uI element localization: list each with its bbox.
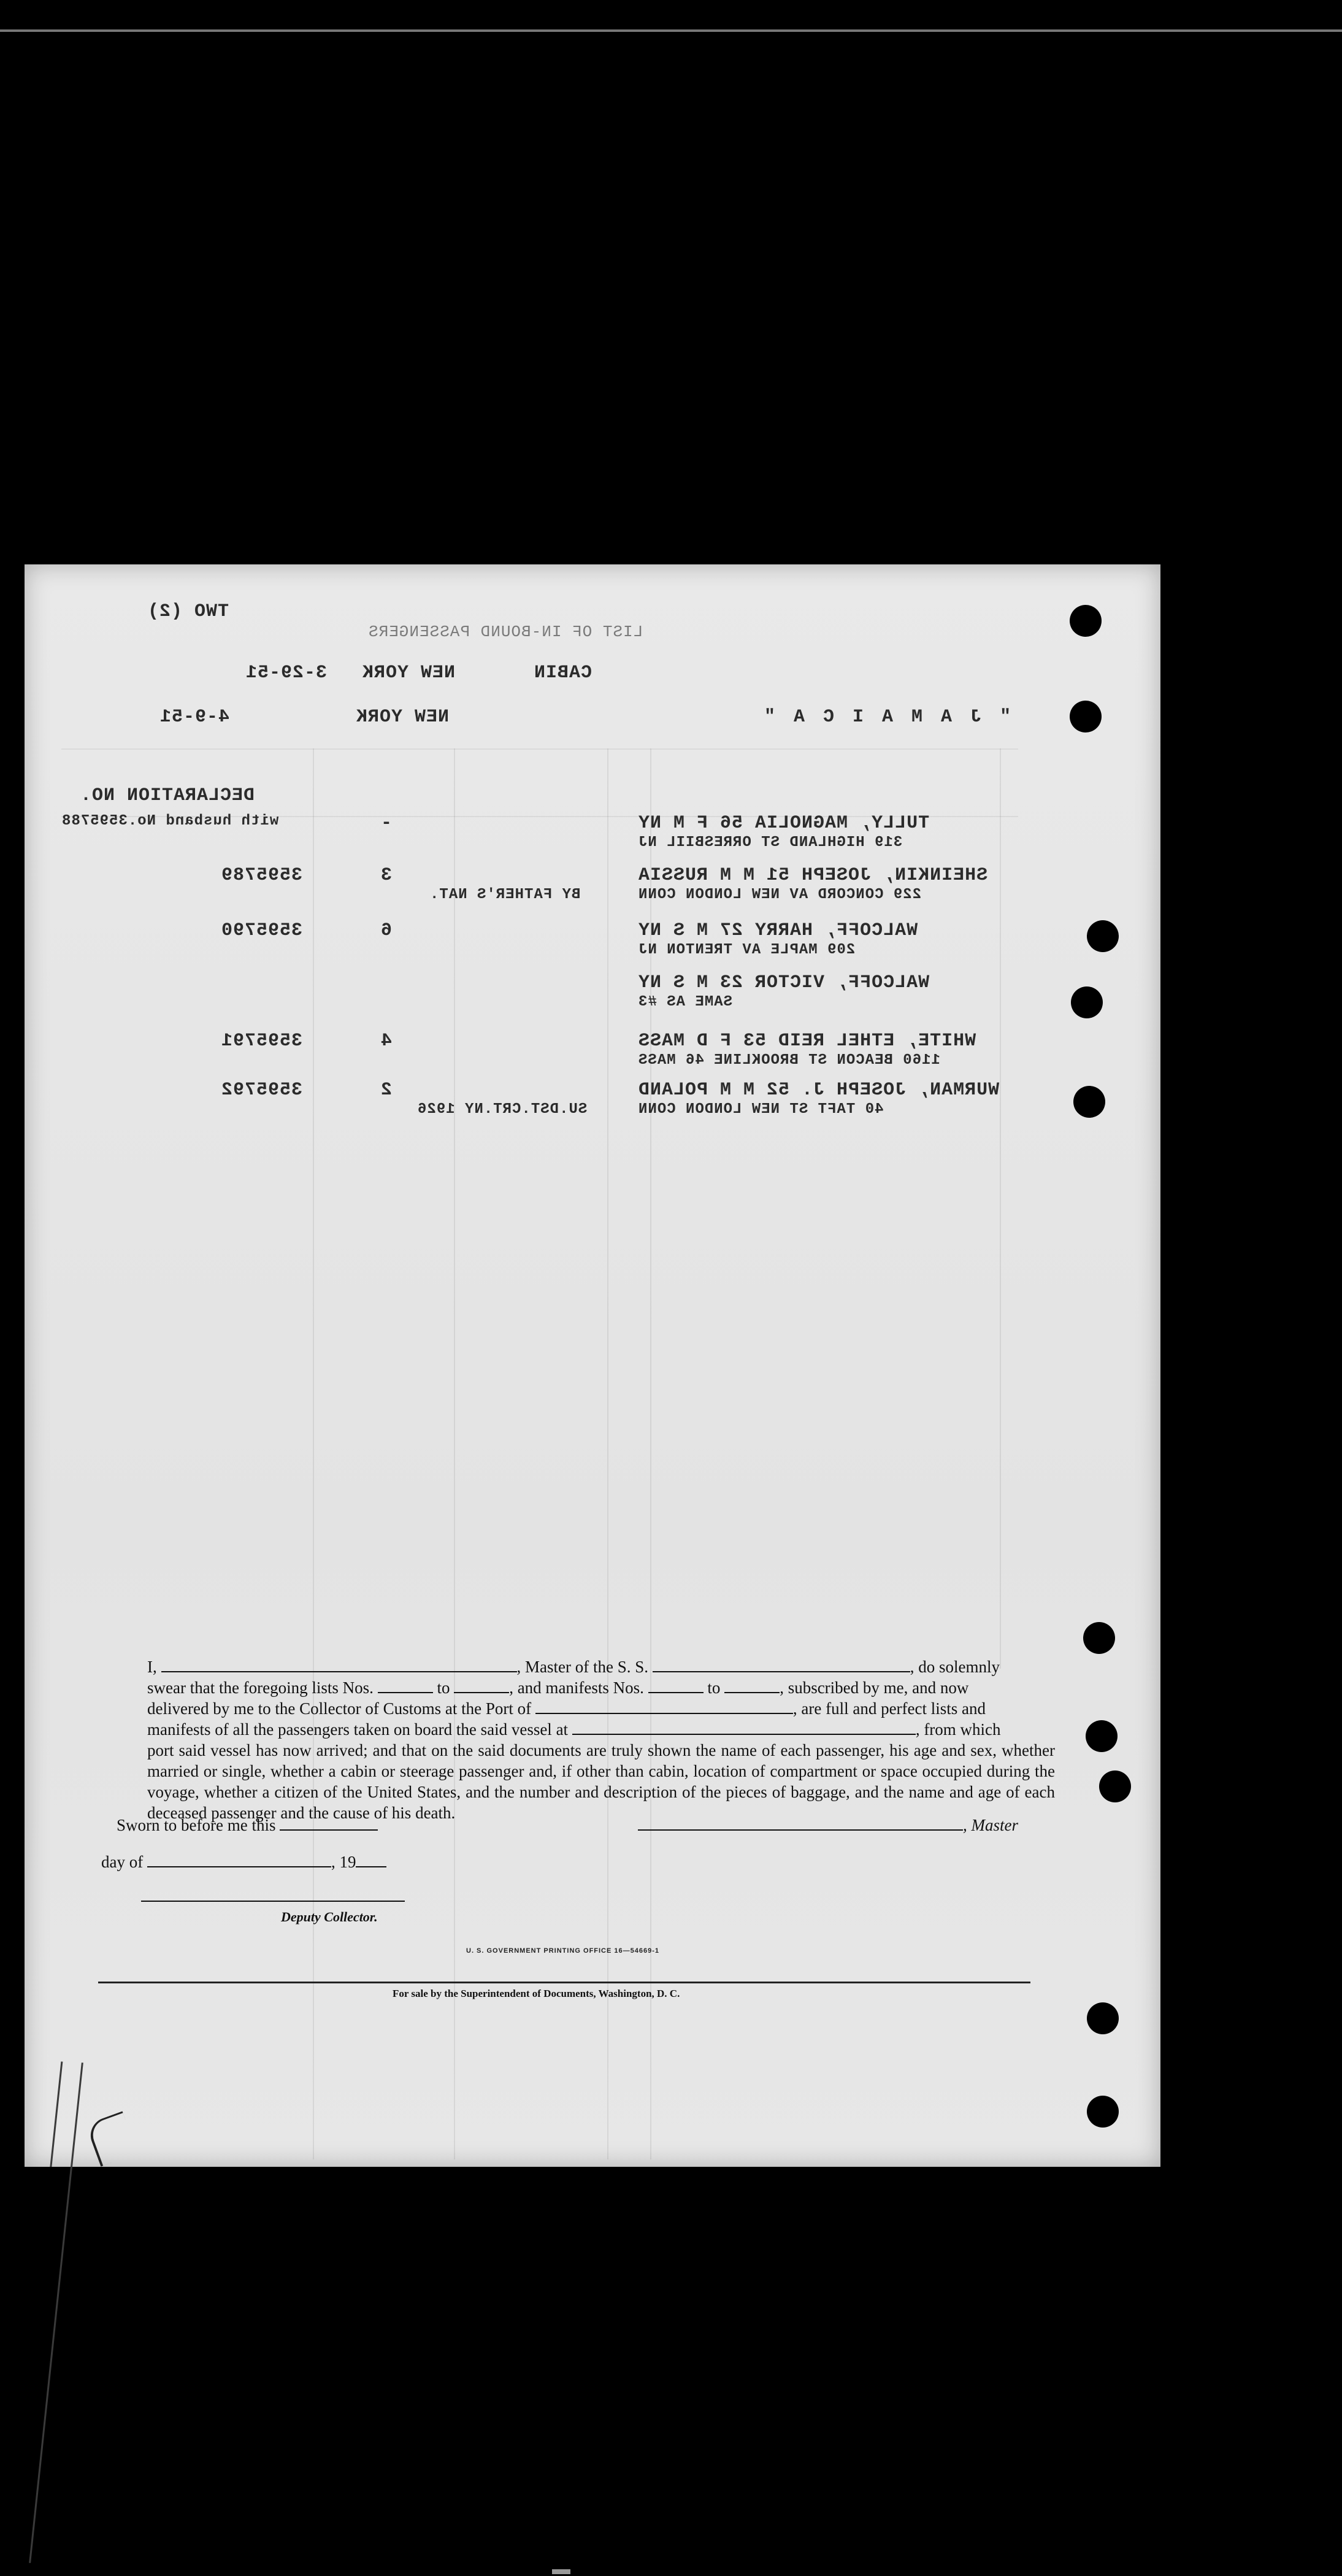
bleed-row-6: WURMAN, JOSEPH J. 52 M M POLAND [638, 1080, 1000, 1101]
punch-hole [1099, 1771, 1131, 1802]
scan-top-line [0, 29, 1342, 32]
bleed-row-2-address: 229 CONCORD AV NEW LONDON CONN [638, 886, 922, 903]
list-from-blank [378, 1692, 433, 1693]
bleed-row-4-address: SAME AS #3 [638, 994, 733, 1010]
bleed-row-5-count: 4 [380, 1031, 393, 1052]
bleed-row-1: TULLY, MAGNOLIA 56 F M NY [638, 813, 930, 834]
column-rule [313, 748, 314, 2159]
deputy-signature-blank [141, 1901, 405, 1902]
bleed-row-5-decl: 3595791 [221, 1031, 303, 1052]
bleed-date2: 4-9-51 [159, 707, 230, 728]
bleed-row-2: SHEINKIN, JOSEPH 51 M M RUSSIA [638, 865, 988, 886]
bleed-header-left: TWO (2) [147, 601, 229, 622]
punch-hole [1087, 2096, 1119, 2128]
bleed-row-1-decl: with husband No.3595788 [61, 813, 279, 829]
bleed-row-6-note: SU.DST.CRT.NY 1926 [417, 1101, 588, 1118]
bleed-row-4: WALCOFF, VICTOR 23 M S NY [638, 972, 930, 993]
deputy-collector-label: Deputy Collector. [281, 1909, 378, 1924]
bleed-row-5: WHITE, ETHEL REID 53 F D MASS [638, 1031, 976, 1052]
row-rule [61, 748, 1018, 750]
bleed-date1: 3-29-51 [245, 663, 328, 683]
bleed-row-2-note: BY FATHER'S NAT. [429, 886, 581, 903]
bleed-row-3-address: 209 MAPLE AV TRENTON NJ [638, 942, 856, 958]
oath-body: port said vessel has now arrived; and that on the said documents are truly shown the name of each passenger, his age and sex, whether married or single, whether a cabin or steerage passenger and, if other than cabin, location of compartment or space occupied during the voyage, whether a citizen of the United States, and the number and description of the pieces of baggage, and the name and age of each deceased passenger and the cause of his death. [147, 1741, 1055, 1822]
bleed-row-6-count: 2 [380, 1080, 393, 1101]
scan-bottom-mark [552, 2569, 570, 2574]
bleed-title: LIST OF IN-BOUND PASSENGERS [368, 623, 643, 641]
oath-line-3: delivered by me to the Collector of Customs at the Port of , are full and perfect lists and [147, 1699, 986, 1718]
bleed-row-6-decl: 3595792 [221, 1080, 303, 1101]
punch-hole [1083, 1622, 1115, 1654]
printing-office-imprint: U. S. GOVERNMENT PRINTING OFFICE 16—54669-1 [466, 1947, 660, 1955]
punch-hole [1070, 701, 1102, 732]
bleed-row-5-address: 1160 BEACON ST BROOKLINE 46 MASS [638, 1052, 940, 1069]
punch-hole [1086, 1720, 1118, 1752]
oath-line-1: I, , Master of the S. S. , do solemnly [147, 1658, 1000, 1676]
bleed-vessel: " J A M A I C A " [761, 707, 1011, 728]
column-rule [454, 748, 455, 2159]
bleed-row-1-address: 319 HIGHLAND ST ORRESBIIL NJ [638, 834, 903, 851]
punch-hole [1087, 920, 1119, 952]
month-blank [147, 1866, 331, 1867]
manifest-page [25, 564, 1160, 2167]
day-of-line: day of , 19 [101, 1853, 386, 1872]
bleed-port2: NEW YORK [356, 707, 450, 728]
bleed-row-2-decl: 3595789 [221, 865, 303, 886]
bleed-row-3: WALCOFF, HARRY 27 M S NY [638, 920, 918, 941]
bleed-declaration-header: DECLARATION NO. [80, 785, 255, 806]
embark-port-blank [572, 1734, 916, 1735]
manifest-from-blank [648, 1692, 704, 1693]
footer-rule [98, 1982, 1030, 1983]
oath-line-2: swear that the foregoing lists Nos. to , and manifests Nos. to , subscribed by me, and now [147, 1678, 969, 1697]
punch-hole [1071, 986, 1103, 1018]
sworn-line: Sworn to before me this [117, 1816, 378, 1835]
bleed-row-6-address: 40 TAFT ST NEW LONDON CONN [638, 1101, 884, 1118]
bleed-port1: NEW YORK [362, 663, 456, 683]
master-name-blank [161, 1671, 517, 1672]
deputy-line [141, 1887, 405, 1906]
year-blank [356, 1866, 386, 1867]
bleed-row-1-count: - [380, 813, 393, 834]
vessel-name-blank [653, 1671, 910, 1672]
page-edge-mark [50, 2061, 63, 2167]
bleed-row-2-count: 3 [380, 865, 393, 886]
oath-line-4: manifests of all the passengers taken on board the said vessel at , from which [147, 1720, 1001, 1739]
manifest-to-blank [724, 1692, 780, 1693]
column-rule [1000, 748, 1001, 1669]
port-blank [535, 1713, 793, 1714]
master-oath [147, 1656, 1055, 1823]
punch-hole [1070, 605, 1102, 637]
punch-hole [1087, 2002, 1119, 2034]
bleed-row-3-count: 6 [380, 920, 393, 941]
punch-hole [1073, 1086, 1105, 1118]
sworn-date-blank [280, 1829, 378, 1831]
bleed-row-3-decl: 3595790 [221, 920, 303, 941]
list-to-blank [454, 1692, 509, 1693]
footer-sale-notice: For sale by the Superintendent of Documents, Washington, D. C. [393, 1988, 680, 1999]
master-signature-blank [638, 1829, 963, 1831]
bleed-class: CABIN [534, 663, 592, 683]
master-signature-line: , Master [638, 1816, 1018, 1835]
